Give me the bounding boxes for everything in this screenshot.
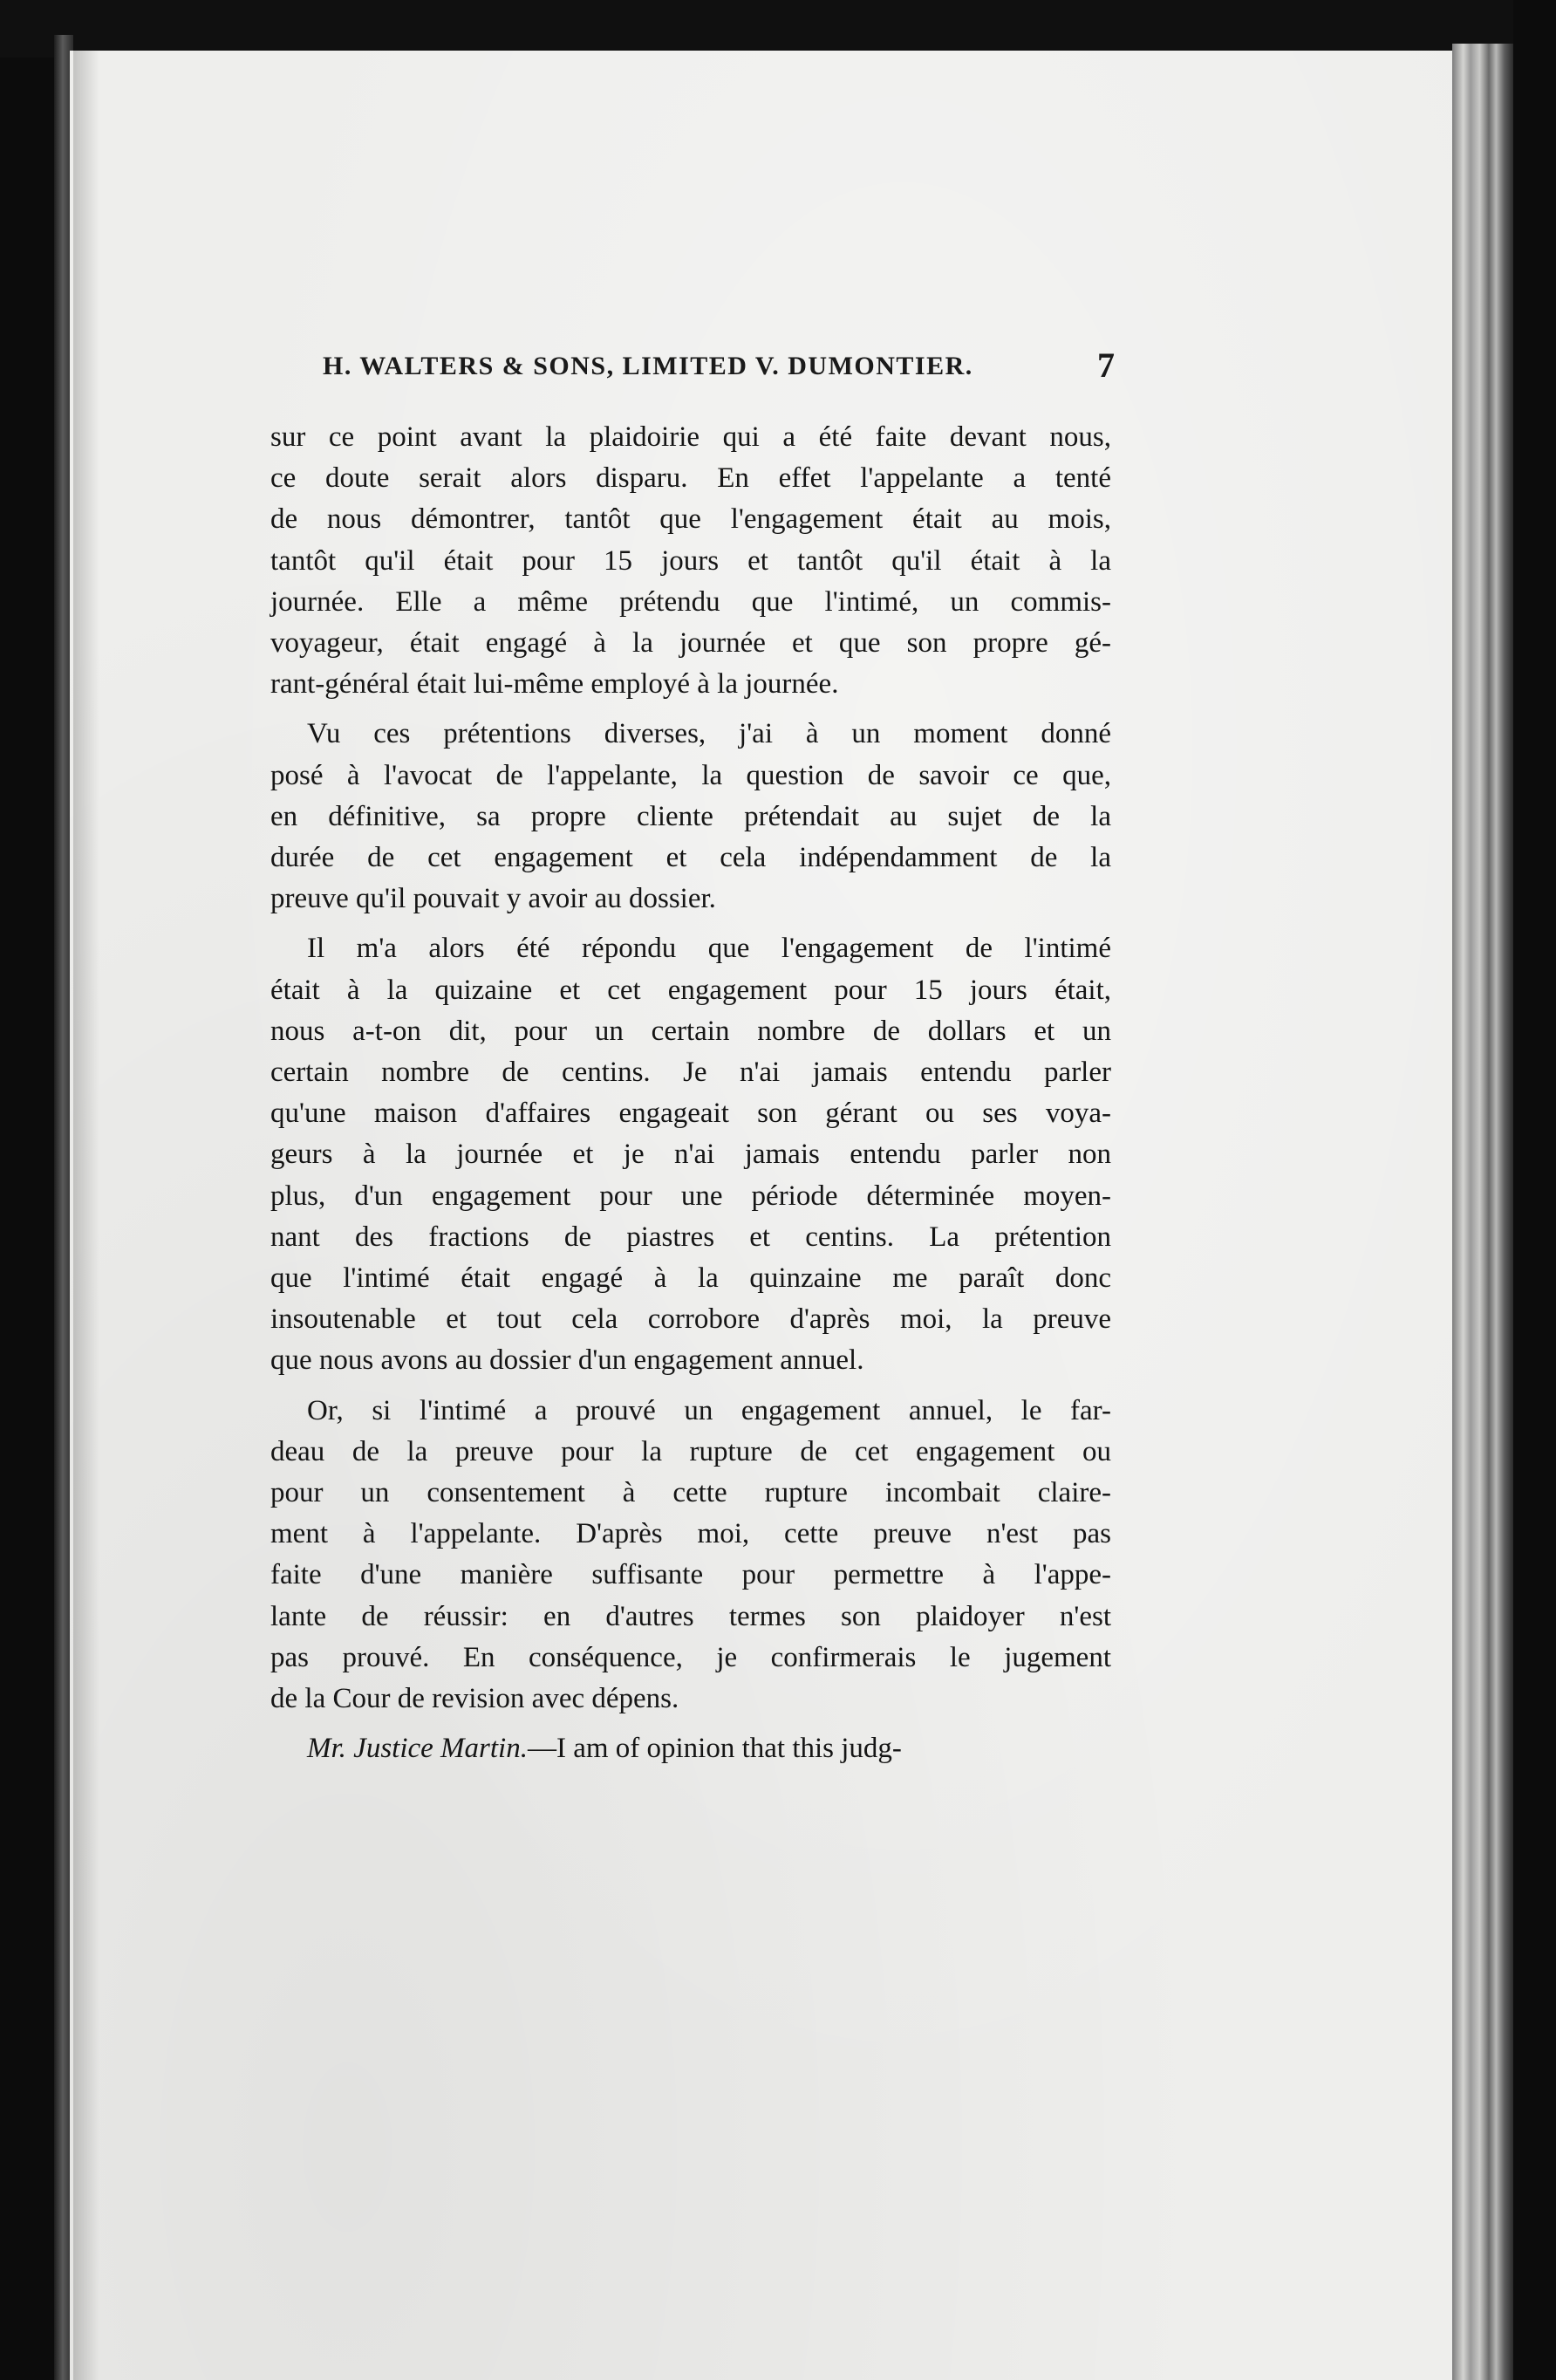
- text-line: que nous avons au dossier d'un engagement annuel.: [270, 1344, 864, 1377]
- paragraph-2: [270, 714, 1111, 920]
- paragraph-5: [270, 1728, 1111, 1769]
- text-line: [270, 1728, 1111, 1769]
- text-line: ce doute serait alors disparu. En effet l'appelante a tenté: [270, 462, 1111, 495]
- text-line: qu'une maison d'affaires engageait son gérant ou ses voya-: [270, 1098, 1111, 1130]
- text-line: Or, si l'intimé a prouvé un engagement annuel, le far-: [307, 1394, 1111, 1426]
- text-line: pour un consentement à cette rupture incombait claire-: [270, 1477, 1111, 1509]
- text-line: faite d'une manière suffisante pour permettre à l'appe-: [270, 1559, 1111, 1591]
- text-line: deau de la preuve pour la rupture de cet engagement ou: [270, 1435, 1111, 1467]
- text-line: de la Cour de revision avec dépens.: [270, 1683, 679, 1715]
- text-line: tantôt qu'il était pour 15 jours et tantôt qu'il était à la: [270, 544, 1111, 577]
- text-line: journée. Elle a même prétendu que l'intimé, un commis-: [270, 585, 1111, 618]
- body-text: [270, 417, 1111, 1779]
- text-line: nant des fractions de piastres et centins. La prétention: [270, 1221, 1111, 1253]
- paragraph-1: [270, 417, 1111, 705]
- text-line: pas prouvé. En conséquence, je confirmerais le jugement: [270, 1641, 1111, 1673]
- text-line: preuve qu'il pouvait y avoir au dossier.: [270, 883, 716, 915]
- text-line: en définitive, sa propre cliente prétendait au sujet de la: [270, 800, 1111, 832]
- text-line: durée de cet engagement et cela indépendamment de la: [270, 842, 1111, 874]
- text-line: de nous démontrer, tantôt que l'engagement était au mois,: [270, 503, 1111, 536]
- text-line: sur ce point avant la plaidoirie qui a été faite devant nous,: [270, 421, 1111, 453]
- page-gutter-shadow: [73, 51, 99, 2380]
- text-line: Vu ces prétentions diverses, j'ai à un moment donné: [307, 718, 1111, 750]
- text-line: rant-général était lui-même employé à la journée.: [270, 668, 839, 701]
- text-line: ment à l'appelante. D'après moi, cette preuve n'est pas: [270, 1518, 1111, 1550]
- text-line: était à la quizaine et cet engagement pour 15 jours était,: [270, 974, 1111, 1006]
- text-line: que l'intimé était engagé à la quinzaine me paraît donc: [270, 1262, 1111, 1295]
- scan-top-border: [0, 0, 1556, 58]
- scan-right-border: [1513, 0, 1556, 2380]
- paragraph-3: [270, 928, 1111, 1381]
- text-line: insoutenable et tout cela corrobore d'après moi, la preuve: [270, 1303, 1111, 1336]
- text-line: geurs à la journée et je n'ai jamais entendu parler non: [270, 1139, 1111, 1171]
- text-line: Il m'a alors été répondu que l'engagement de l'intimé: [307, 933, 1111, 965]
- text-line: certain nombre de centins. Je n'ai jamais entendu parler: [270, 1057, 1111, 1089]
- speaker-name: Mr. Justice Martin.: [307, 1733, 528, 1765]
- text-line: nous a-t-on dit, pour un certain nombre de dollars et un: [270, 1015, 1111, 1047]
- running-head: H. WALTERS & SONS, LIMITED V. DUMONTIER.: [323, 352, 973, 380]
- page-number: 7: [1097, 345, 1115, 385]
- page-stack-edge: [1452, 44, 1513, 2380]
- text-line: lante de réussir: en d'autres termes son plaidoyer n'est: [270, 1600, 1111, 1632]
- text-line: plus, d'un engagement pour une période déterminée moyen-: [270, 1180, 1111, 1212]
- speaker-text: —I am of opinion that this judg-: [527, 1733, 902, 1765]
- page-header: [323, 345, 1115, 388]
- text-line: posé à l'avocat de l'appelante, la question de savoir ce que,: [270, 759, 1111, 791]
- paragraph-4: [270, 1391, 1111, 1720]
- text-line: voyageur, était engagé à la journée et que son propre gé-: [270, 627, 1111, 660]
